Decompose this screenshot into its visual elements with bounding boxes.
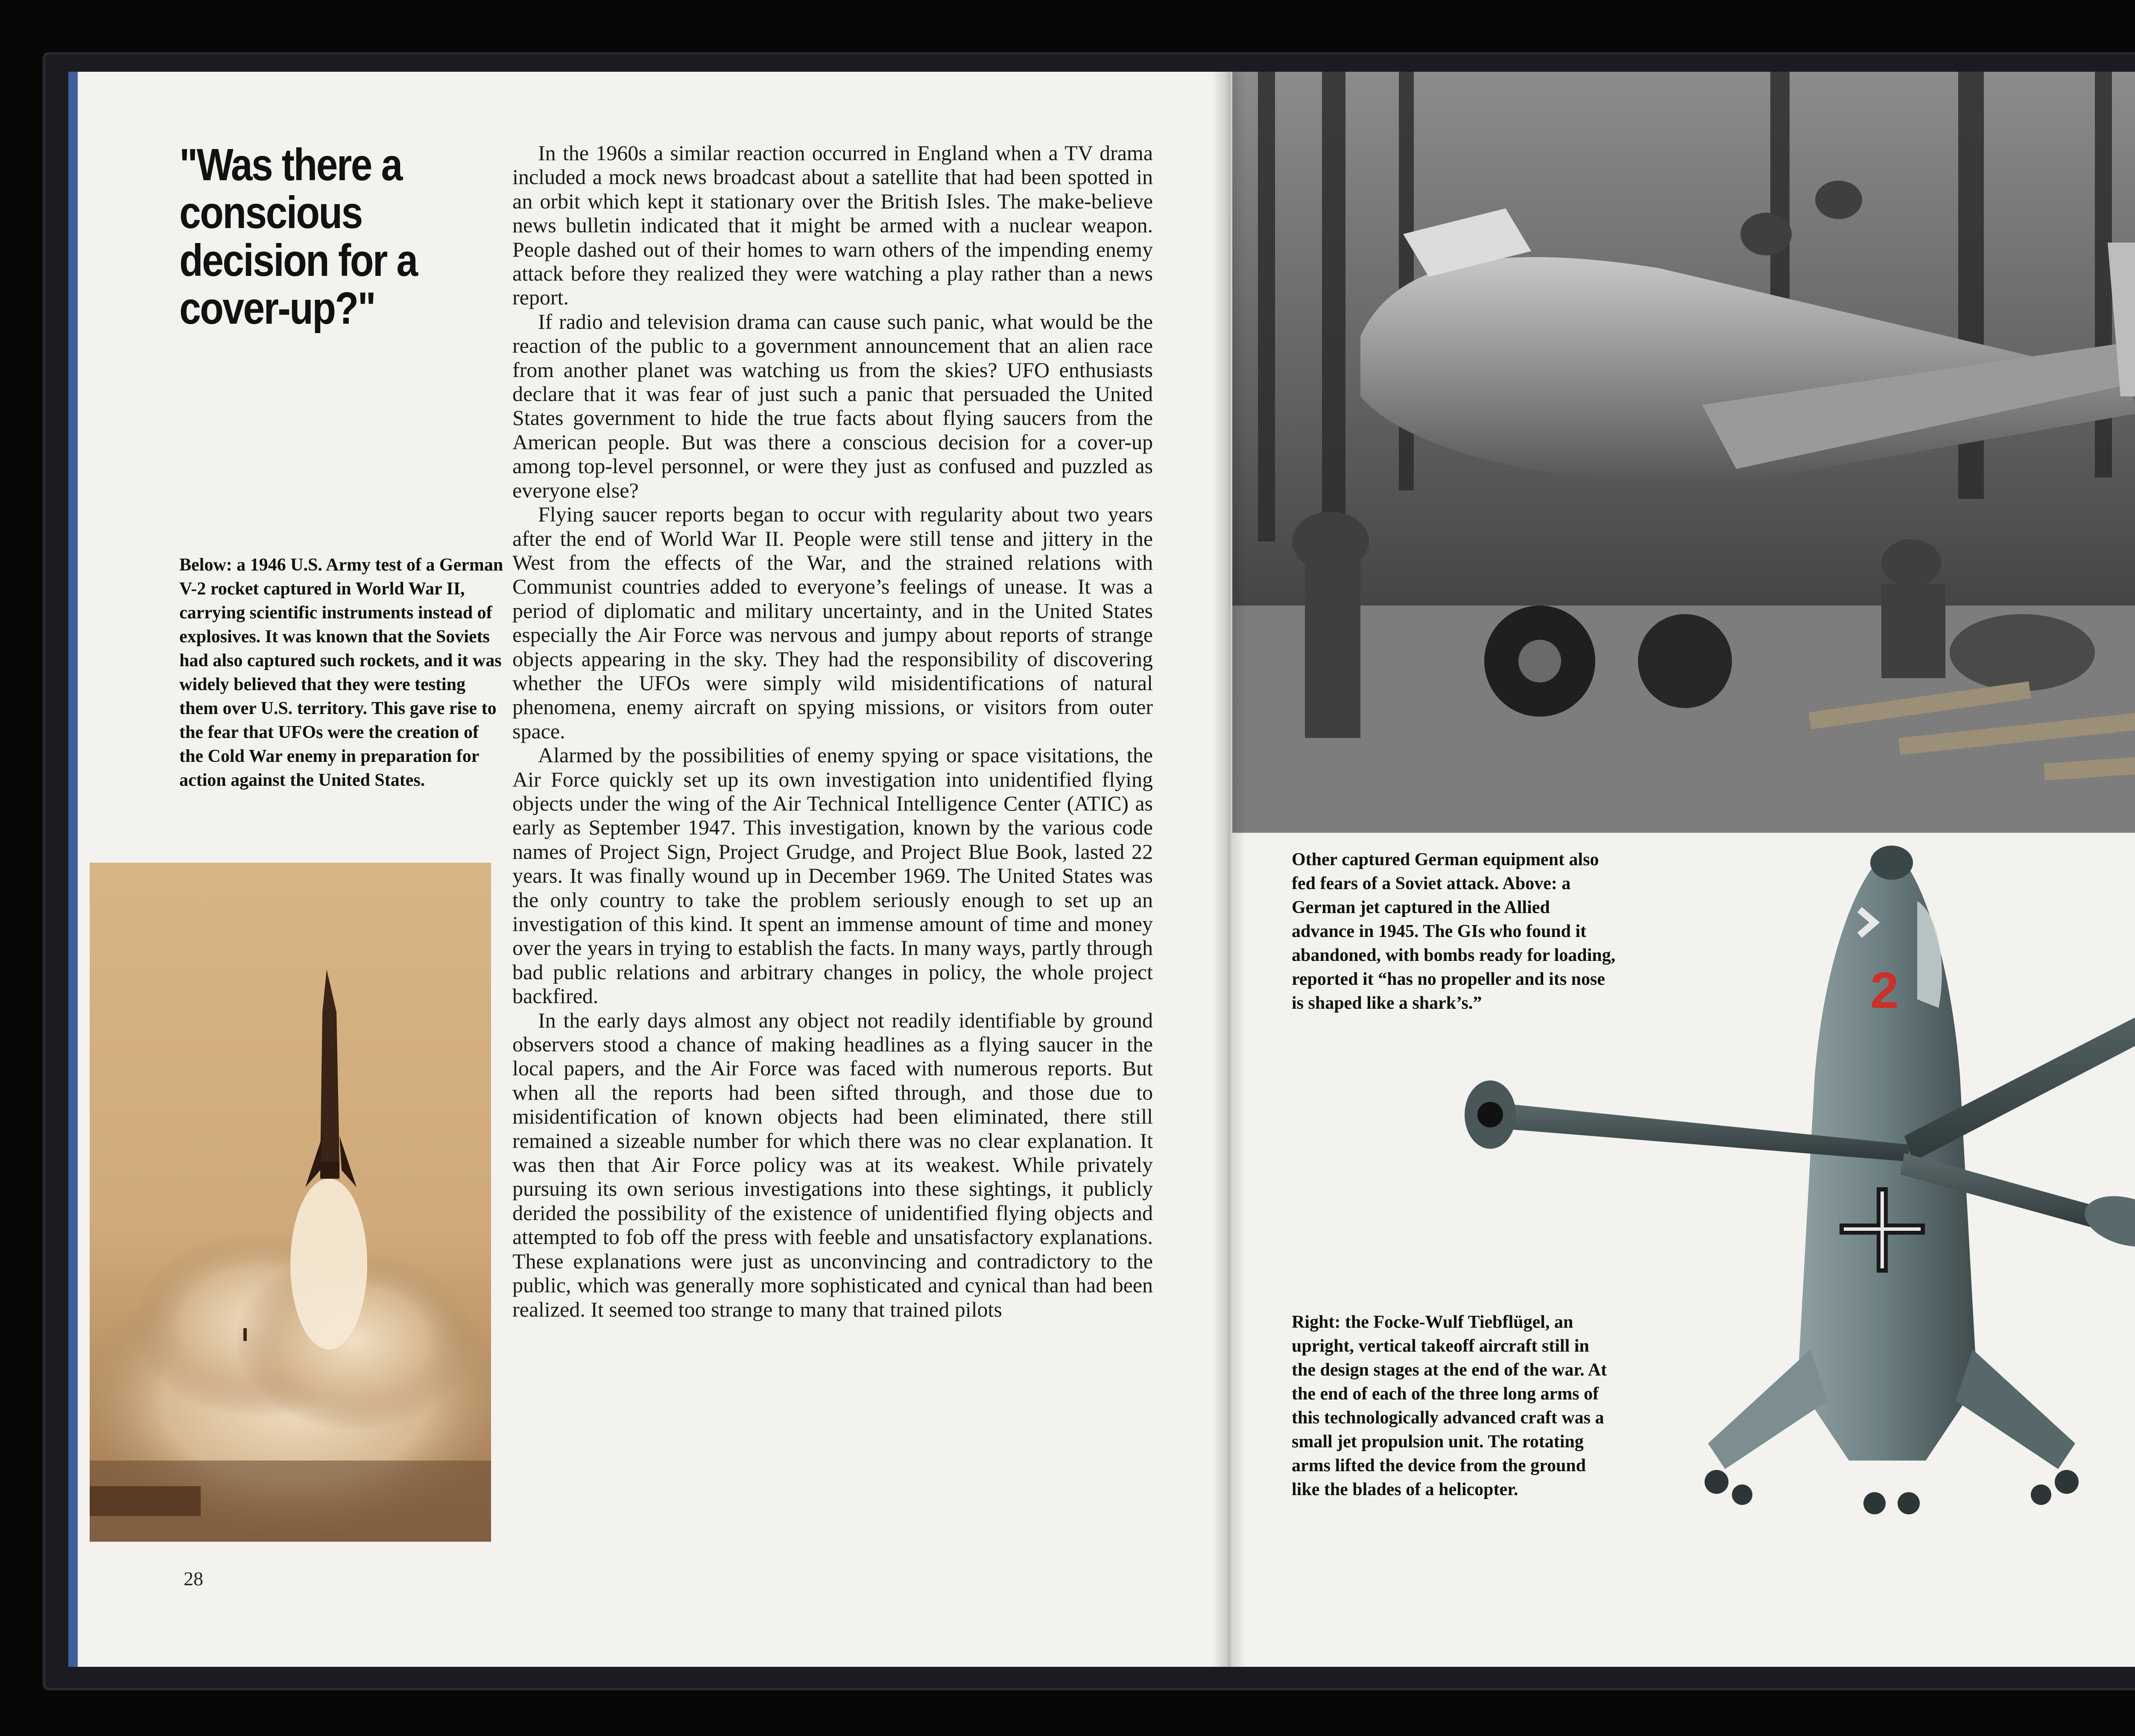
aircraft-caption: Right: the Focke-Wulf Tiebflügel, an upright, vertical takeoff aircraft still in the design stages at the end of the war. At the end of each of the three long arms of this technologically advanced craft was a small jet propulsion unit. The rotating arms lifted the device from the ground like the blades of a helicopter. (1292, 1312, 1607, 1499)
aircraft-marking: 2 (1870, 962, 1899, 1019)
body-paragraph: If radio and television drama can cause such panic, what would be the reaction of the public to a government announcement that an alien race from another planet was watching us from the skies? UFO enthusiasts declare that it was fear of just such a panic that persuaded the United States government to hide the true facts about flying saucers from the American people. But was there a conscious decision for a cover-up among top-level personnel, or were they just as confused and puzzled as everyone else? (512, 309, 1153, 502)
article-body (512, 141, 1153, 1321)
v2-rocket-illustration (90, 863, 491, 1542)
body-paragraph: In the early days almost any object not readily identifiable by ground observers stood a chance of making headlines as a flying saucer in the local papers, and the Air Force was faced with numerous reports. But when all the reports had been sifted through, and those due to misidentification of known objects had been eliminated, there still remained a sizeable number for which there was no clear explanation. It was then that Air Force policy was at its weakest. While privately pursuing its own serious investigations into these sightings, it publicly derided the possibility of the existence of unidentified flying objects and attempted to fob off the press with feeble and unsatisfactory explanations. These explanations were just as unconvincing and contradictory to the public, which was generally more sophisticated and cynical than had been realized. It seemed too strange to many that trained pilots (512, 1008, 1153, 1321)
page-headline: "Was there a conscious decision for a cover-up?" (179, 140, 417, 334)
jet-caption: Other captured German equipment also fed fears of a Soviet attack. Above: a German jet captured in the Allied advance in 1945. The GIs who found it abandoned, with bombs ready for loading, reported it “has no propeller and its nose is shaped like a shark’s.” (1292, 850, 1616, 1013)
v2-rocket-photo (90, 863, 491, 1542)
body-paragraph: Flying saucer reports began to occur with regularity about two years after the end of World War II. People were still tense and jittery in the West from the effects of the War, and the strained relations with Communist countries added to everyone’s feelings of unease. It was a period of diplomatic and military uncertainty, and in the United States especially the Air Force was nervous and jumpy about reports of strange objects appearing in the sky. They had the responsibility of discovering whether the UFOs were simply wild misidentifications of natural phenomena, enemy aircraft on spying missions, or visitors from outer space. (512, 502, 1153, 743)
page-number-left: 28 (184, 1568, 203, 1590)
captured-jet-illustration (1232, 72, 2135, 833)
captured-jet-photo (1232, 72, 2135, 833)
rocket-caption: Below: a 1946 U.S. Army test of a German V-2 rocket captured in World War II, carrying scientific instruments instead of explosives. It was known that the Soviets had also captured such rockets, and it was widely believed that they were testing them over U.S. territory. This gave rise to the fear that UFOs were the creation of the Cold War enemy in preparation for action against the United States. (179, 555, 503, 790)
body-paragraph: Alarmed by the possibilities of enemy spying or space visitations, the Air Force quickly set up its own investigation into unidentified flying objects under the wing of the Air Technical Intelligence Center (ATIC) as early as September 1947. This investigation, known by the various code names of Project Sign, Project Grudge, and Project Blue Book, lasted 22 years. It was finally wound up in December 1969. The United States was the only country to take the problem seriously enough to set up an investigation of this kind. It spent an immense amount of time and money over the years in trying to establish the facts. In many ways, partly through bad public relations and arbitrary changes in policy, the whole project backfired. (512, 743, 1153, 1008)
body-paragraph: In the 1960s a similar reaction occurred in England when a TV drama included a mock news broadcast about a satellite that had been spotted in an orbit which kept it stationary over the British Isles. The make-believe news bulletin indicated that it might be armed with a nuclear weapon. People dashed out of their homes to warn others of the impending enemy attack before they realized they were watching a play rather than a news report. (512, 141, 1153, 310)
